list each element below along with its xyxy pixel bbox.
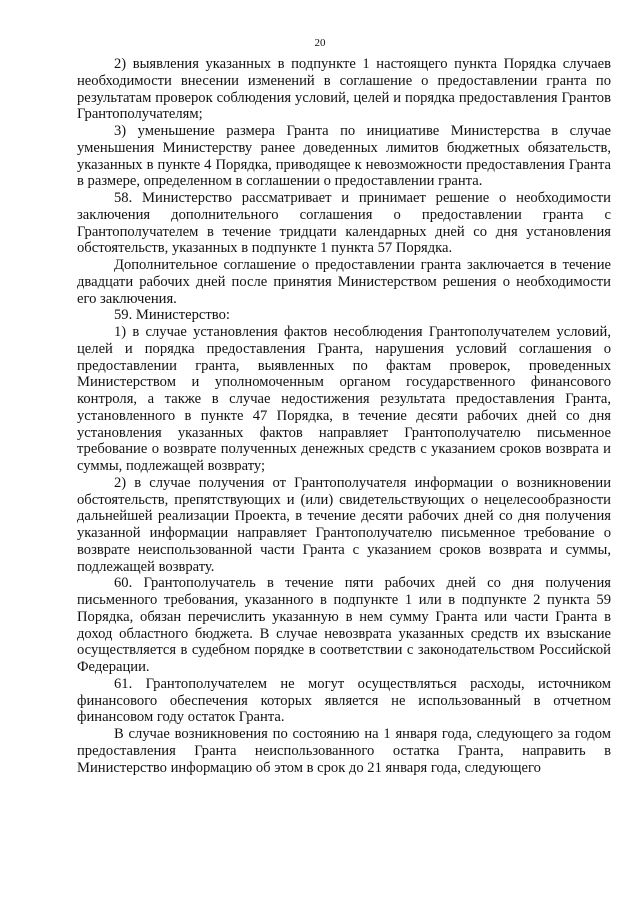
- paragraph-57-3: 3) уменьшение размера Гранта по инициативе Министерства в случае уменьшения Министерству ранее доведенных лимитов бюджетных обязательств, указанных в пункте 4 Порядка, приводящее к невозможности предоставления Гранта в размере, определенном в соглашении о предоставлении гранта.: [77, 123, 611, 190]
- paragraph-57-2: 2) выявления указанных в подпункте 1 настоящего пункта Порядка случаев необходимости внесении изменений в соглашение о предоставлении гранта по результатам проверок соблюдения условий, целей и порядка предоставления Грантов Грантополучателям;: [77, 56, 611, 123]
- paragraph-59: 59. Министерство:: [114, 307, 230, 324]
- document-body: [77, 56, 611, 776]
- paragraph-59-2: 2) в случае получения от Грантополучателя информации о возникновении обстоятельств, препятствующих и (или) свидетельствующих о нецелесообразности дальнейшей реализации Проекта, в течение десяти рабочих дней со дня получения указанной информации направляет Грантополучателю письменное требование о возврате неиспользованной части Гранта с указанием сроков возврата и суммы, подлежащей возврату.: [77, 474, 611, 575]
- paragraph-58-additional: Дополнительное соглашение о предоставлении гранта заключается в течение двадцати рабочих дней после принятия Министерством решения о необходимости его заключения.: [77, 257, 611, 307]
- paragraph-58: 58. Министерство рассматривает и принимает решение о необходимости заключения дополнительного соглашения о предоставлении гранта с Грантополучателем в течение тридцати календарных дней со дня установления обстоятельств, указанных в подпункте 1 пункта 57 Порядка.: [77, 190, 611, 257]
- paragraph-61: 61. Грантополучателем не могут осуществляться расходы, источником финансового обеспечения которых является не использованный в отчетном финансовом году остаток Гранта.: [77, 675, 611, 726]
- paragraph-61-remainder: В случае возникновения по состоянию на 1 января года, следующего за годом предоставления Гранта неиспользованного остатка Гранта, направить в Министерство информацию об этом в срок до 21 января года, следующего: [77, 726, 611, 776]
- paragraph-60: 60. Грантополучатель в течение пяти рабочих дней со дня получения письменного требования, указанного в подпункте 1 или в подпункте 2 пункта 59 Порядка, обязан перечислить указанную в нем сумму Гранта или части Гранта в доход областного бюджета. В случае невозврата указанных средств их взыскание осуществляется в судебном порядке в соответствии с законодательством Российской Федерации.: [77, 575, 611, 675]
- page-number: 20: [314, 37, 326, 49]
- paragraph-59-1: 1) в случае установления фактов несоблюдения Грантополучателем условий, целей и порядка предоставления Гранта, нарушения условий соглашения о предоставлении гранта, выявленных по фактам проверок, проведенных Министерством и уполномоченным органом государственного финансового контроля, а также в случае недостижения результата предоставления Гранта, установленного в пункте 47 Порядка, в течение десяти рабочих дней со дня установления указанных фактов направляет Грантополучателю письменное требование о возврате полученных денежных средств с указанием сроков возврата и суммы, подлежащей возврату;: [77, 324, 611, 474]
